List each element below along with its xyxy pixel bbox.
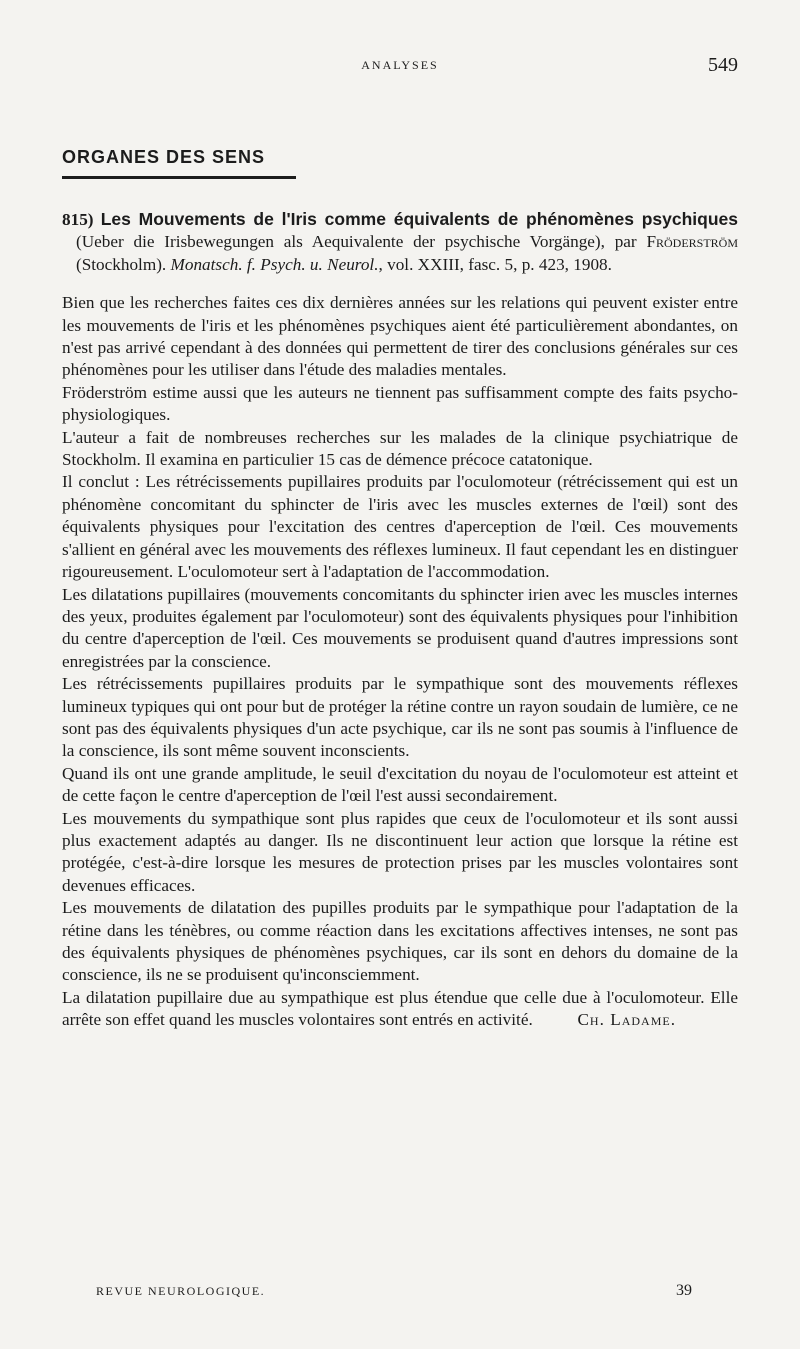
article-author-place: (Stockholm). (76, 254, 167, 274)
page-number: 549 (708, 54, 738, 76)
paragraph: Bien que les recherches faites ces dix dernières années sur les relations qui peuvent exister entre les mouvements de l'iris et les phénomènes psychiques aient été particulièrement abondantes, on n'est pas arrivé cependant à des données qui permettent de tirer des conclusions générales sur ces phénomènes pour les utiliser dans l'étude des maladies mentales. (62, 293, 738, 380)
paragraph: Fröderström estime aussi que les auteurs ne tiennent pas suffisamment compte des faits psycho-physiologiques. (62, 382, 738, 425)
article (62, 208, 738, 1032)
paragraph: Les dilatations pupillaires (mouvements concomitants du sphincter irien avec les muscles internes des yeux, produites également par l'oculomoteur) sont des équivalents physiques pour l'inhibition du centre d'aperception de l'œil. Ces mouvements se produisent quand d'autres impressions sont enregistrées par la conscience. (62, 584, 738, 671)
article-title: Les Mouvements de l'Iris comme équivalents de phénomènes psychiques (100, 209, 739, 229)
article-author: Fröderström (646, 232, 739, 252)
paragraph: Il conclut : Les rétrécissements pupillaires produits par l'oculomoteur (rétrécissement qui est un phénomène concomitant du sphincter de l'iris avec les muscles externes de l'œil) sont des équivalents physiques pour l'excitation des centres d'aperception de l'œil. Ces mouvements s'allient en général avec les mouvements des réflexes lumineux. Il faut cependant les en distinguer rigoureusement. L'oculomoteur sert à l'adaptation de l'accommodation. (62, 472, 738, 582)
paragraph: Les mouvements de dilatation des pupilles produits par le sympathique pour l'adaptation de la rétine dans les ténèbres, ou comme réaction dans les excitations affectives intenses, ne sont pas des équivalents physiques de phénomènes psychiques, car ils sont en dehors du domaine de la conscience, ils ne se produisent qu'inconsciemment. (62, 898, 738, 985)
paragraph-last (62, 987, 738, 1032)
paragraph: L'auteur a fait de nombreuses recherches sur les malades de la clinique psychiatrique de Stockholm. Il examina en particulier 15 cas de démence précoce catatonique. (62, 427, 738, 470)
article-journal: Monatsch. f. Psych. u. Neurol. (170, 254, 379, 274)
signature: Ch. Ladame. (577, 1010, 676, 1030)
section-title: ORGANES DES SENS (62, 147, 266, 167)
article-subtitle: (Ueber die Irisbewegungen als Aequivalente der psychische Vorgänge), par (76, 232, 637, 252)
footer-sheet-number: 39 (676, 1282, 692, 1299)
footer-journal-name: REVUE NEUROLOGIQUE. (96, 1284, 266, 1298)
last-paragraph-text: La dilatation pupillaire due au sympathique est plus étendue que celle due à l'oculomoteur. Elle arrête son effet quand les muscles volontaires sont entrés en activité. (62, 987, 738, 1030)
article-heading (62, 208, 738, 276)
paragraph: Les rétrécissements pupillaires produits par le sympathique sont des mouvements réflexes lumineux typiques qui ont pour but de protéger la rétine contre un rayon soudain de lumière, ce ne sont pas des équivalents physiques d'un acte psychique, car ils ne sont pas soumis à l'influence de la conscience, ils sont même souvent inconscients. (62, 674, 738, 761)
article-number: 815) (62, 210, 94, 229)
paragraph: Les mouvements du sympathique sont plus rapides que ceux de l'oculomoteur et ils sont aussi plus exactement adaptés au danger. Ils ne discontinuent leur action que lorsque la rétine est protégée, c'est-à-dire lorsque les mesures de protection prises par les muscles volontaires sont devenues efficaces. (62, 808, 738, 895)
paragraph: Quand ils ont une grande amplitude, le seuil d'excitation du noyau de l'oculomoteur est atteint et de cette façon le centre d'aperception de l'œil l'est aussi secondairement. (62, 763, 738, 806)
section-underline (62, 176, 296, 179)
running-head: ANALYSES (361, 58, 439, 72)
article-reference: , vol. XXIII, fasc. 5, p. 423, 1908. (378, 254, 612, 274)
